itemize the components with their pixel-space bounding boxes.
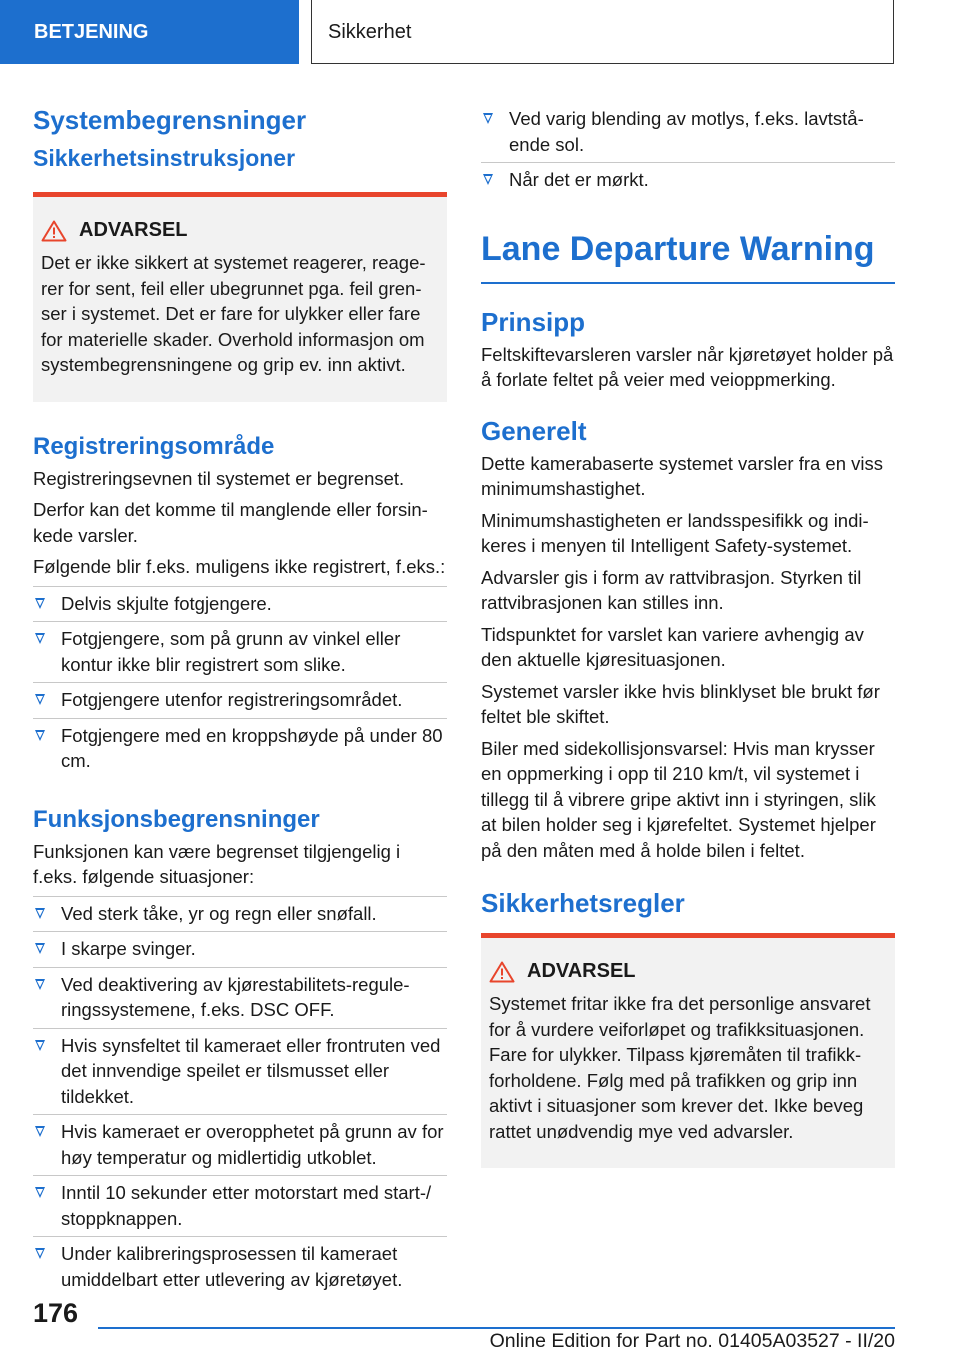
heading-registration-area: Registreringsområde	[33, 432, 275, 460]
bullet-list	[33, 896, 447, 1298]
list-item: Hvis kameraet er overopphetet på grunn av for høy temperatur og midlertidig utkoblet.	[33, 1114, 447, 1175]
list-item: Når det er mørkt.	[481, 162, 895, 198]
paragraph: Biler med sidekollisjonsvarsel: Hvis man krysser en oppmerking i opp til 210 km/t, vil systemet i tillegg til å vibrere gripe aktivt inn i styringen, slik at bilen holder seg i kjørefeltet. Systemet hjelper på den måten med å holde bilen i feltet.	[481, 737, 876, 861]
section-tab	[0, 0, 299, 64]
triangle-bullet-icon	[35, 694, 45, 705]
warning-triangle-icon	[41, 220, 67, 242]
footer-divider	[98, 1327, 895, 1329]
chapter-title: Lane Departure Warning	[481, 224, 895, 284]
paragraph: Advarsler gis i form av rattvibrasjon. Styrken til rattvibrasjonen kan stilles inn.	[481, 566, 862, 613]
paragraph: Systemet varsler ikke hvis blinklyset ble brukt før feltet ble skiftet.	[481, 680, 880, 727]
list-item: Ved sterk tåke, yr og regn eller snøfall.	[33, 896, 447, 932]
triangle-bullet-icon	[35, 1040, 45, 1051]
right-column	[481, 102, 895, 1198]
triangle-bullet-icon	[35, 979, 45, 990]
triangle-bullet-icon	[35, 1126, 45, 1137]
warning-heading	[41, 219, 439, 242]
heading-function-limits: Funksjonsbegrensninger	[33, 805, 320, 833]
heading-general: Generelt	[481, 415, 587, 446]
paragraph: Registreringsevnen til systemet er begrenset.	[33, 467, 405, 489]
list-item: Fotgjengere med en kroppshøyde på under 80 cm.	[33, 718, 447, 779]
warning-title: ADVARSEL	[527, 960, 636, 982]
list-item: Hvis synsfeltet til kameraet eller frontruten ved det innvendige speilet er tilsmusset eller tildekket.	[33, 1028, 447, 1115]
paragraph: Derfor kan det komme til manglende eller forsinkede varsler.	[33, 499, 428, 546]
list-item: I skarpe svinger.	[33, 931, 447, 967]
list-item: Ved varig blending av motlys, f.eks. lavtstående sol.	[481, 102, 895, 162]
triangle-bullet-icon	[35, 598, 45, 609]
warning-box	[33, 192, 447, 402]
list-item: Under kalibreringsprosessen til kameraet umiddelbart etter utlevering av kjøretøyet.	[33, 1236, 447, 1297]
section-label: BETJENING	[34, 21, 149, 43]
warning-text: Det er ikke sikkert at systemet reagerer, reagerer for sent, feil eller ubegrunnet pga. feil grenser i systemet. Det er fare for ulykker eller fare for materielle skader. Overhold informasjon om systembegrensningene og grip ev. inn aktivt.	[41, 252, 426, 375]
paragraph: Tidspunktet for varslet kan variere avhengig av den aktuelle kjøresituasjonen.	[481, 623, 864, 670]
bullet-list	[481, 102, 895, 198]
heading-principle: Prinsipp	[481, 306, 586, 337]
warning-heading	[489, 960, 887, 983]
list-item: Inntil 10 sekunder etter motorstart med start-/ stoppknappen.	[33, 1175, 447, 1236]
warning-text: Systemet fritar ikke fra det personlige ansvaret for å vurdere veiforløpet og trafikksituasjonen. Fare for ulykker. Tilpass kjøremåten til trafikkforholdene. Følg med på trafikken og grip inn aktivt i situasjoner som krever det. Ikke beveg rattet unødvendig mye ved advarsler.	[489, 993, 871, 1142]
chapter-tab	[311, 0, 894, 64]
list-item: Delvis skjulte fotgjengere.	[33, 586, 447, 622]
warning-title: ADVARSEL	[79, 219, 188, 241]
triangle-bullet-icon	[35, 730, 45, 741]
triangle-bullet-icon	[35, 1248, 45, 1259]
subsection-title: Sikkerhetsinstruksjoner	[33, 145, 296, 171]
list-item: Ved deaktivering av kjørestabilitets-reguleringssystemene, f.eks. DSC OFF.	[33, 967, 447, 1028]
paragraph: Funksjonen kan være begrenset tilgjengelig i f.eks. følgende situasjoner:	[33, 840, 401, 887]
list-item: Fotgjengere utenfor registreringsområdet.	[33, 682, 447, 718]
paragraph: Minimumshastigheten er landsspesifikk og indikeres i menyen til Intelligent Safety-systemet.	[481, 509, 869, 556]
triangle-bullet-icon	[35, 943, 45, 954]
page-number: 176	[33, 1298, 79, 1328]
triangle-bullet-icon	[483, 113, 493, 124]
triangle-bullet-icon	[483, 174, 493, 185]
bullet-list	[33, 586, 447, 779]
heading-safety-rules: Sikkerhetsregler	[481, 888, 685, 918]
triangle-bullet-icon	[35, 633, 45, 644]
paragraph: Feltskiftevarsleren varsler når kjøretøyet holder på å forlate feltet på veier med veioppmerking.	[481, 343, 894, 390]
chapter-label: Sikkerhet	[328, 21, 412, 43]
warning-box	[481, 933, 895, 1168]
paragraph: Følgende blir f.eks. muligens ikke registrert, f.eks.:	[33, 556, 446, 577]
section-title: Systembegrensninger	[33, 105, 307, 135]
warning-triangle-icon	[489, 961, 515, 983]
left-column	[33, 96, 447, 1303]
list-item: Fotgjengere, som på grunn av vinkel eller kontur ikke blir registrert som slike.	[33, 621, 447, 682]
paragraph: Dette kamerabaserte systemet varsler fra en viss minimumshastighet.	[481, 452, 884, 499]
footer-edition: Online Edition for Part no. 01405A03527 - II/20	[489, 1330, 895, 1352]
triangle-bullet-icon	[35, 1187, 45, 1198]
triangle-bullet-icon	[35, 908, 45, 919]
